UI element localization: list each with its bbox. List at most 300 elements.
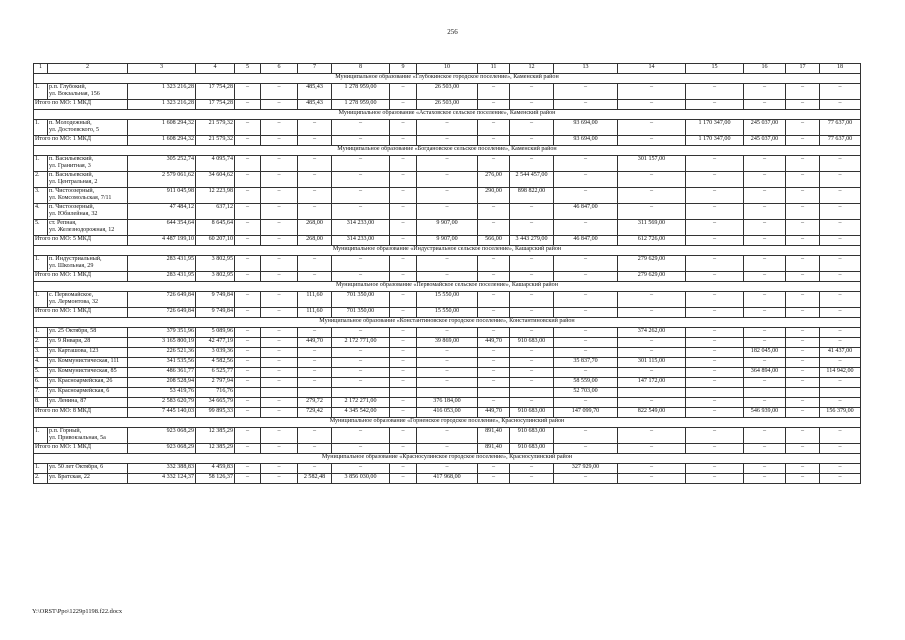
row-number: 7.	[34, 388, 48, 398]
municipality-row	[34, 146, 861, 156]
value-cell: –	[820, 188, 861, 204]
value-cell: 644 354,64	[128, 220, 196, 236]
value-cell: –	[235, 256, 261, 272]
value-cell: –	[235, 84, 261, 100]
table-row	[34, 204, 861, 220]
total-value: 111,60	[298, 308, 332, 318]
address-cell: ул. Братская, 22	[48, 474, 128, 484]
value-cell: –	[478, 358, 510, 368]
row-number: 2.	[34, 172, 48, 188]
value-cell: –	[390, 368, 417, 378]
value-cell: –	[786, 358, 820, 368]
value-cell: 910 683,00	[510, 338, 554, 348]
value-cell: –	[744, 156, 786, 172]
total-value: 4 345 542,00	[332, 408, 390, 418]
value-cell: –	[390, 464, 417, 474]
value-cell: –	[390, 120, 417, 136]
total-value: –	[554, 100, 618, 110]
value-cell: 283 431,95	[128, 256, 196, 272]
value-cell: 4 332 124,37	[128, 474, 196, 484]
value-cell: –	[554, 172, 618, 188]
column-header: 12	[510, 64, 554, 74]
value-cell: –	[390, 188, 417, 204]
total-row	[34, 444, 861, 454]
value-cell: –	[686, 338, 744, 348]
total-label: Итого по МО: 8 МКД	[34, 408, 128, 418]
value-cell: –	[390, 378, 417, 388]
value-cell: –	[510, 368, 554, 378]
address-cell: ул. Ленина, 87	[48, 398, 128, 408]
value-cell: –	[478, 156, 510, 172]
address-cell: п. Чистоозерный, ул. Юбилейная, 32	[48, 204, 128, 220]
value-cell: –	[261, 474, 298, 484]
value-cell: 268,00	[298, 220, 332, 236]
value-cell: –	[298, 188, 332, 204]
table-row	[34, 156, 861, 172]
value-cell: –	[261, 172, 298, 188]
total-value: –	[298, 136, 332, 146]
total-value: 7 445 140,03	[128, 408, 196, 418]
total-value: –	[618, 136, 686, 146]
total-value: –	[235, 100, 261, 110]
address-cell: ул. Карташова, 123	[48, 348, 128, 358]
value-cell: –	[510, 256, 554, 272]
value-cell: –	[390, 220, 417, 236]
row-number: 1.	[34, 292, 48, 308]
column-header: 9	[390, 64, 417, 74]
value-cell: 52 703,00	[554, 388, 618, 398]
total-value: 910 683,00	[510, 444, 554, 454]
total-value: –	[390, 444, 417, 454]
value-cell: –	[298, 256, 332, 272]
row-number: 5.	[34, 368, 48, 378]
value-cell: –	[786, 292, 820, 308]
value-cell: –	[618, 464, 686, 474]
value-cell: –	[820, 358, 861, 368]
value-cell: –	[510, 156, 554, 172]
value-cell: 911 045,98	[128, 188, 196, 204]
value-cell: –	[332, 428, 390, 444]
value-cell: –	[820, 256, 861, 272]
total-value: –	[744, 272, 786, 282]
value-cell: –	[618, 348, 686, 358]
total-value: 147 099,70	[554, 408, 618, 418]
value-cell: –	[390, 292, 417, 308]
total-value: –	[261, 100, 298, 110]
value-cell: 34 604,62	[196, 172, 235, 188]
total-value: –	[235, 136, 261, 146]
value-cell: –	[298, 156, 332, 172]
value-cell: –	[390, 256, 417, 272]
value-cell: –	[390, 428, 417, 444]
value-cell: –	[820, 474, 861, 484]
value-cell: 42 477,19	[196, 338, 235, 348]
value-cell: –	[510, 328, 554, 338]
value-cell: –	[417, 378, 478, 388]
total-row	[34, 308, 861, 318]
value-cell: 58 559,00	[554, 378, 618, 388]
value-cell: –	[554, 398, 618, 408]
total-value: –	[786, 308, 820, 318]
value-cell: –	[618, 120, 686, 136]
value-cell: –	[478, 348, 510, 358]
total-value: 21 579,32	[196, 136, 235, 146]
value-cell: 276,00	[478, 172, 510, 188]
row-number: 2.	[34, 338, 48, 348]
value-cell: –	[390, 338, 417, 348]
row-number: 1.	[34, 464, 48, 474]
total-value: –	[618, 100, 686, 110]
value-cell: –	[686, 474, 744, 484]
total-value: –	[390, 136, 417, 146]
total-value: –	[786, 136, 820, 146]
value-cell: –	[554, 368, 618, 378]
total-value: –	[786, 444, 820, 454]
value-cell: –	[332, 120, 390, 136]
value-cell: –	[786, 428, 820, 444]
value-cell: –	[554, 338, 618, 348]
total-value: –	[417, 136, 478, 146]
value-cell: –	[478, 204, 510, 220]
value-cell: –	[298, 378, 332, 388]
value-cell: –	[618, 204, 686, 220]
column-header: 16	[744, 64, 786, 74]
value-cell: –	[478, 328, 510, 338]
page-number: 256	[447, 28, 458, 36]
value-cell: –	[510, 378, 554, 388]
value-cell: 923 068,29	[128, 428, 196, 444]
total-value: –	[390, 308, 417, 318]
value-cell: –	[618, 84, 686, 100]
column-header: 6	[261, 64, 298, 74]
value-cell: –	[786, 188, 820, 204]
value-cell: 12 223,98	[196, 188, 235, 204]
total-value: 17 754,28	[196, 100, 235, 110]
total-label: Итого по МО: 1 МКД	[34, 308, 128, 318]
column-header: 4	[196, 64, 235, 74]
value-cell: –	[686, 172, 744, 188]
column-header: 14	[618, 64, 686, 74]
value-cell: –	[235, 156, 261, 172]
total-value: 4 487 199,10	[128, 236, 196, 246]
total-value: –	[820, 236, 861, 246]
value-cell: 2 172 771,00	[332, 338, 390, 348]
value-cell: –	[686, 204, 744, 220]
value-cell: –	[261, 338, 298, 348]
total-value: 156 379,00	[820, 408, 861, 418]
value-cell	[298, 388, 332, 398]
municipality-title: Муниципальное образование «Горненское городское поселение», Красносулинский район	[34, 418, 861, 428]
total-value: –	[686, 408, 744, 418]
table-row	[34, 292, 861, 308]
value-cell: 208 528,94	[128, 378, 196, 388]
value-cell: –	[510, 292, 554, 308]
value-cell: –	[686, 358, 744, 368]
value-cell: –	[686, 256, 744, 272]
value-cell: –	[786, 120, 820, 136]
municipality-title: Муниципальное образование «Первомайское сельское поселение», Кашарский район	[34, 282, 861, 292]
total-value: 3 443 279,00	[510, 236, 554, 246]
total-row	[34, 100, 861, 110]
total-value: –	[744, 444, 786, 454]
value-cell: –	[261, 292, 298, 308]
value-cell: –	[390, 84, 417, 100]
value-cell: –	[786, 368, 820, 378]
value-cell: 4 582,56	[196, 358, 235, 368]
value-cell: –	[554, 428, 618, 444]
value-cell: 4 095,74	[196, 156, 235, 172]
address-cell: ул. 50 лет Октября, 6	[48, 464, 128, 474]
value-cell: –	[261, 84, 298, 100]
municipality-title: Муниципальное образование «Красносулинское городское поселение», Красносулинский район	[34, 454, 861, 464]
value-cell: –	[554, 220, 618, 236]
row-number: 6.	[34, 378, 48, 388]
value-cell: 1 170 347,00	[686, 120, 744, 136]
value-cell: –	[744, 474, 786, 484]
table-row	[34, 328, 861, 338]
value-cell: –	[744, 220, 786, 236]
value-cell: 41 437,00	[820, 348, 861, 358]
row-number: 1.	[34, 156, 48, 172]
value-cell: –	[510, 398, 554, 408]
total-value: –	[820, 444, 861, 454]
value-cell: –	[417, 188, 478, 204]
value-cell: 77 637,00	[820, 120, 861, 136]
value-cell: –	[554, 328, 618, 338]
address-cell: ул. Красноармейская, 26	[48, 378, 128, 388]
value-cell: –	[820, 464, 861, 474]
total-value: 99 895,33	[196, 408, 235, 418]
value-cell: 417 968,00	[417, 474, 478, 484]
value-cell: –	[332, 464, 390, 474]
value-cell: 182 045,00	[744, 348, 786, 358]
municipality-row	[34, 418, 861, 428]
column-header: 15	[686, 64, 744, 74]
value-cell: –	[554, 256, 618, 272]
value-cell: –	[417, 368, 478, 378]
value-cell: –	[332, 348, 390, 358]
value-cell	[686, 388, 744, 398]
value-cell: 147 172,00	[618, 378, 686, 388]
column-header: 2	[48, 64, 128, 74]
value-cell: 35 837,70	[554, 358, 618, 368]
value-cell: –	[298, 368, 332, 378]
value-cell: –	[744, 338, 786, 348]
total-value: –	[298, 272, 332, 282]
value-cell: –	[390, 474, 417, 484]
value-cell	[786, 388, 820, 398]
total-value: –	[820, 100, 861, 110]
total-value: 26 503,00	[417, 100, 478, 110]
value-cell: 111,60	[298, 292, 332, 308]
value-cell	[390, 388, 417, 398]
column-header: 18	[820, 64, 861, 74]
value-cell: –	[686, 220, 744, 236]
value-cell: –	[298, 328, 332, 338]
address-cell: ул. 25 Октября, 58	[48, 328, 128, 338]
value-cell: 21 579,32	[196, 120, 235, 136]
value-cell: 311 569,00	[618, 220, 686, 236]
value-cell: –	[235, 378, 261, 388]
address-cell: с. Первомайское, ул. Лермонтова, 32	[48, 292, 128, 308]
column-header: 1	[34, 64, 48, 74]
value-cell: –	[744, 328, 786, 338]
total-label: Итого по МО: 1 МКД	[34, 136, 128, 146]
total-value: –	[478, 272, 510, 282]
value-cell: 486 361,77	[128, 368, 196, 378]
value-cell: 332 388,83	[128, 464, 196, 474]
footer-file-path: Y:\ORST\Ppo\1229p1198.f22.docx	[32, 608, 123, 615]
value-cell: 290,00	[478, 188, 510, 204]
value-cell	[510, 388, 554, 398]
total-value: –	[417, 444, 478, 454]
value-cell: 305 252,74	[128, 156, 196, 172]
value-cell: –	[417, 328, 478, 338]
value-cell: –	[261, 428, 298, 444]
total-value: –	[786, 236, 820, 246]
value-cell: –	[235, 348, 261, 358]
value-cell: 15 550,00	[417, 292, 478, 308]
value-cell: –	[786, 398, 820, 408]
value-cell: –	[261, 378, 298, 388]
total-value: –	[820, 308, 861, 318]
value-cell: 301 115,00	[618, 358, 686, 368]
value-cell: 910 683,00	[510, 428, 554, 444]
address-cell: ст. Репная, ул. Железнодорожная, 12	[48, 220, 128, 236]
total-value: –	[618, 308, 686, 318]
value-cell: –	[618, 398, 686, 408]
column-header: 7	[298, 64, 332, 74]
value-cell: –	[298, 428, 332, 444]
table-row	[34, 120, 861, 136]
total-value: 822 549,00	[618, 408, 686, 418]
municipality-row	[34, 74, 861, 84]
value-cell: –	[618, 428, 686, 444]
value-cell: –	[820, 292, 861, 308]
total-value: –	[554, 308, 618, 318]
value-cell: –	[686, 464, 744, 474]
value-cell: –	[390, 328, 417, 338]
value-cell: –	[417, 172, 478, 188]
value-cell: –	[332, 172, 390, 188]
value-cell: –	[686, 348, 744, 358]
value-cell: –	[744, 172, 786, 188]
row-number: 4.	[34, 204, 48, 220]
value-cell: –	[744, 204, 786, 220]
value-cell: –	[686, 368, 744, 378]
total-value: –	[235, 408, 261, 418]
value-cell: –	[554, 84, 618, 100]
municipality-row	[34, 110, 861, 120]
value-cell: 53 419,76	[128, 388, 196, 398]
value-cell: –	[686, 84, 744, 100]
value-cell: –	[744, 428, 786, 444]
total-value: 891,40	[478, 444, 510, 454]
value-cell: –	[235, 428, 261, 444]
value-cell: –	[417, 358, 478, 368]
table-row	[34, 256, 861, 272]
value-cell: –	[417, 428, 478, 444]
value-cell: –	[417, 348, 478, 358]
row-number: 4.	[34, 358, 48, 368]
value-cell: 1 323 216,28	[128, 84, 196, 100]
value-cell: 891,40	[478, 428, 510, 444]
value-cell: –	[390, 358, 417, 368]
table-row	[34, 172, 861, 188]
total-value: 546 939,00	[744, 408, 786, 418]
total-value: –	[686, 272, 744, 282]
total-value: –	[686, 100, 744, 110]
value-cell: 379 351,96	[128, 328, 196, 338]
row-number: 2.	[34, 474, 48, 484]
column-header: 17	[786, 64, 820, 74]
table-row	[34, 220, 861, 236]
value-cell: –	[298, 120, 332, 136]
value-cell: –	[618, 338, 686, 348]
table-row	[34, 188, 861, 204]
value-cell: –	[332, 256, 390, 272]
total-value: 3 802,95	[196, 272, 235, 282]
value-cell: –	[332, 156, 390, 172]
table-row	[34, 368, 861, 378]
total-value: 15 550,00	[417, 308, 478, 318]
value-cell: 6 525,77	[196, 368, 235, 378]
value-cell: –	[744, 256, 786, 272]
total-value: –	[332, 444, 390, 454]
value-cell	[332, 388, 390, 398]
value-cell	[261, 388, 298, 398]
value-cell: –	[820, 172, 861, 188]
value-cell: –	[510, 464, 554, 474]
municipality-title: Муниципальное образование «Астаховское сельское поселение», Каменский район	[34, 110, 861, 120]
value-cell: 2 579 061,62	[128, 172, 196, 188]
value-cell: 3 039,36	[196, 348, 235, 358]
total-value: 1 323 216,28	[128, 100, 196, 110]
value-cell: 485,43	[298, 84, 332, 100]
value-cell: –	[686, 378, 744, 388]
value-cell: 17 754,28	[196, 84, 235, 100]
row-number: 1.	[34, 428, 48, 444]
total-value: 923 068,29	[128, 444, 196, 454]
value-cell: –	[478, 292, 510, 308]
column-number-row	[34, 64, 861, 74]
table-row	[34, 348, 861, 358]
total-value: –	[332, 136, 390, 146]
total-value: 1 170 347,00	[686, 136, 744, 146]
value-cell: –	[820, 84, 861, 100]
value-cell: –	[261, 120, 298, 136]
value-cell: –	[786, 204, 820, 220]
value-cell: 8 645,64	[196, 220, 235, 236]
value-cell: –	[332, 368, 390, 378]
value-cell: 5 089,96	[196, 328, 235, 338]
value-cell: –	[235, 474, 261, 484]
total-value: –	[618, 444, 686, 454]
total-value: –	[510, 272, 554, 282]
value-cell: –	[510, 358, 554, 368]
total-value: –	[235, 444, 261, 454]
row-number: 1.	[34, 120, 48, 136]
value-cell: 3 165 800,19	[128, 338, 196, 348]
value-cell: –	[820, 338, 861, 348]
value-cell: –	[786, 220, 820, 236]
value-cell: –	[744, 188, 786, 204]
total-value: –	[786, 408, 820, 418]
total-value: 77 637,00	[820, 136, 861, 146]
row-number: 1.	[34, 328, 48, 338]
total-value: 283 431,95	[128, 272, 196, 282]
column-header: 11	[478, 64, 510, 74]
